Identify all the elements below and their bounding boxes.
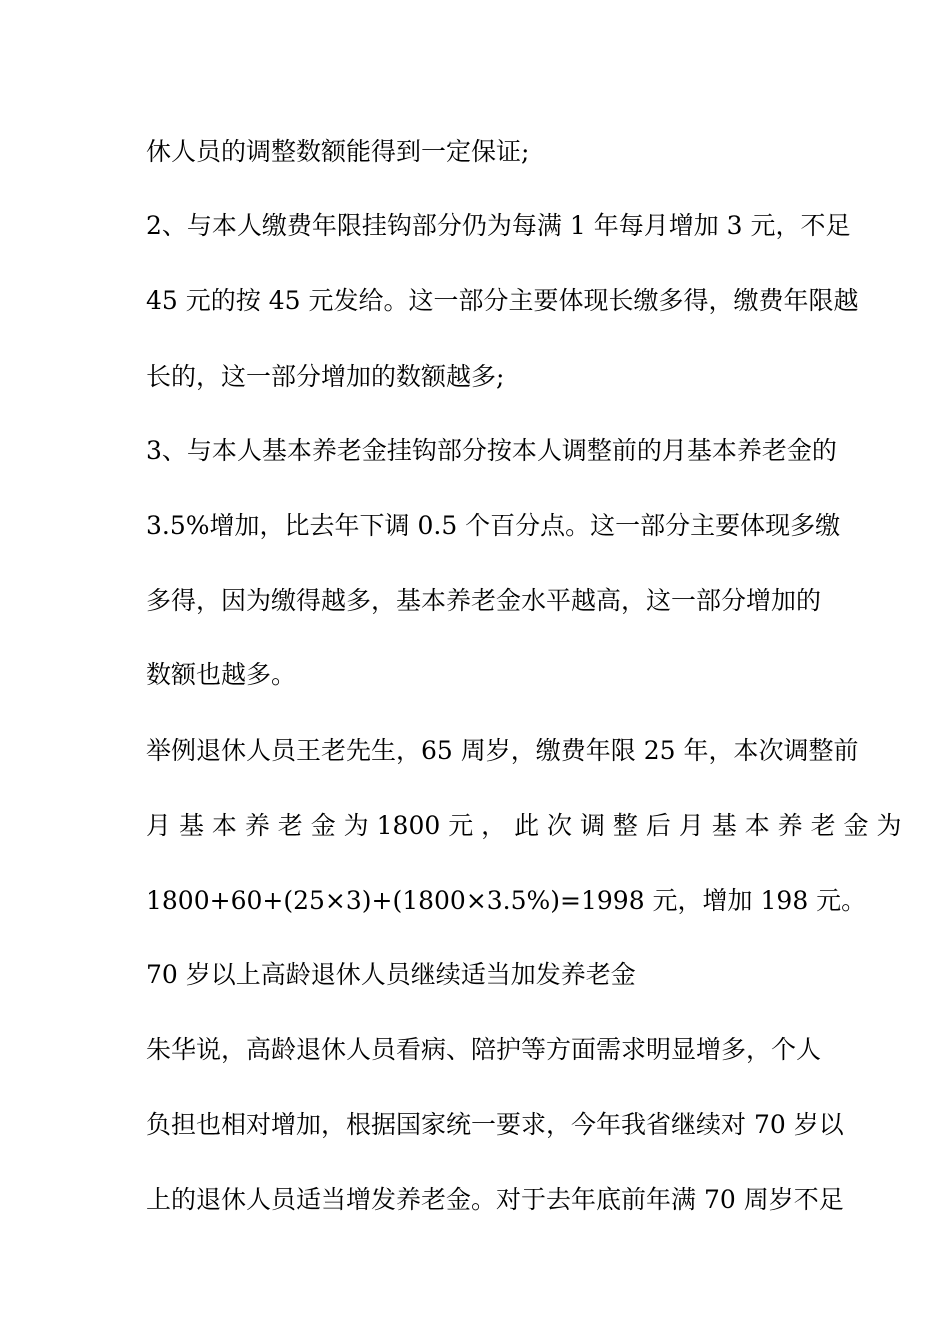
text-line-1: 休人员的调整数额能得到一定保证; xyxy=(146,137,530,166)
text-line-15: 上的退休人员适当增发养老金。对于去年底前年满 70 周岁不足 xyxy=(146,1185,844,1214)
text-line-13: 朱华说，高龄退休人员看病、陪护等方面需求明显增多，个人 xyxy=(146,1035,822,1064)
text-line-5: 3、与本人基本养老金挂钩部分按本人调整前的月基本养老金的 xyxy=(146,436,837,465)
section-heading: 70 岁以上高龄退休人员继续适当加发养老金 xyxy=(146,960,636,989)
text-line-2: 2、与本人缴费年限挂钩部分仍为每满 1 年每月增加 3 元，不足 xyxy=(146,211,851,240)
text-line-14: 负担也相对增加，根据国家统一要求，今年我省继续对 70 岁以 xyxy=(146,1110,844,1139)
text-line-8: 数额也越多。 xyxy=(146,660,297,689)
text-line-11: 1800+60+(25×3)+(1800×3.5%)=1998 元，增加 198 元。 xyxy=(146,886,867,915)
text-line-10: 月 基 本 养 老 金 为 1800 元 ， 此 次 调 整 后 月 基 本 养 老 金 为 xyxy=(146,811,902,840)
text-line-3: 45 元的按 45 元发给。这一部分主要体现长缴多得，缴费年限越 xyxy=(146,286,859,315)
text-line-9: 举例退休人员王老先生，65 周岁，缴费年限 25 年，本次调整前 xyxy=(146,736,859,765)
text-line-4: 长的，这一部分增加的数额越多; xyxy=(146,362,505,391)
text-line-6: 3.5%增加，比去年下调 0.5 个百分点。这一部分主要体现多缴 xyxy=(146,511,841,540)
text-line-7: 多得，因为缴得越多，基本养老金水平越高，这一部分增加的 xyxy=(146,586,822,615)
